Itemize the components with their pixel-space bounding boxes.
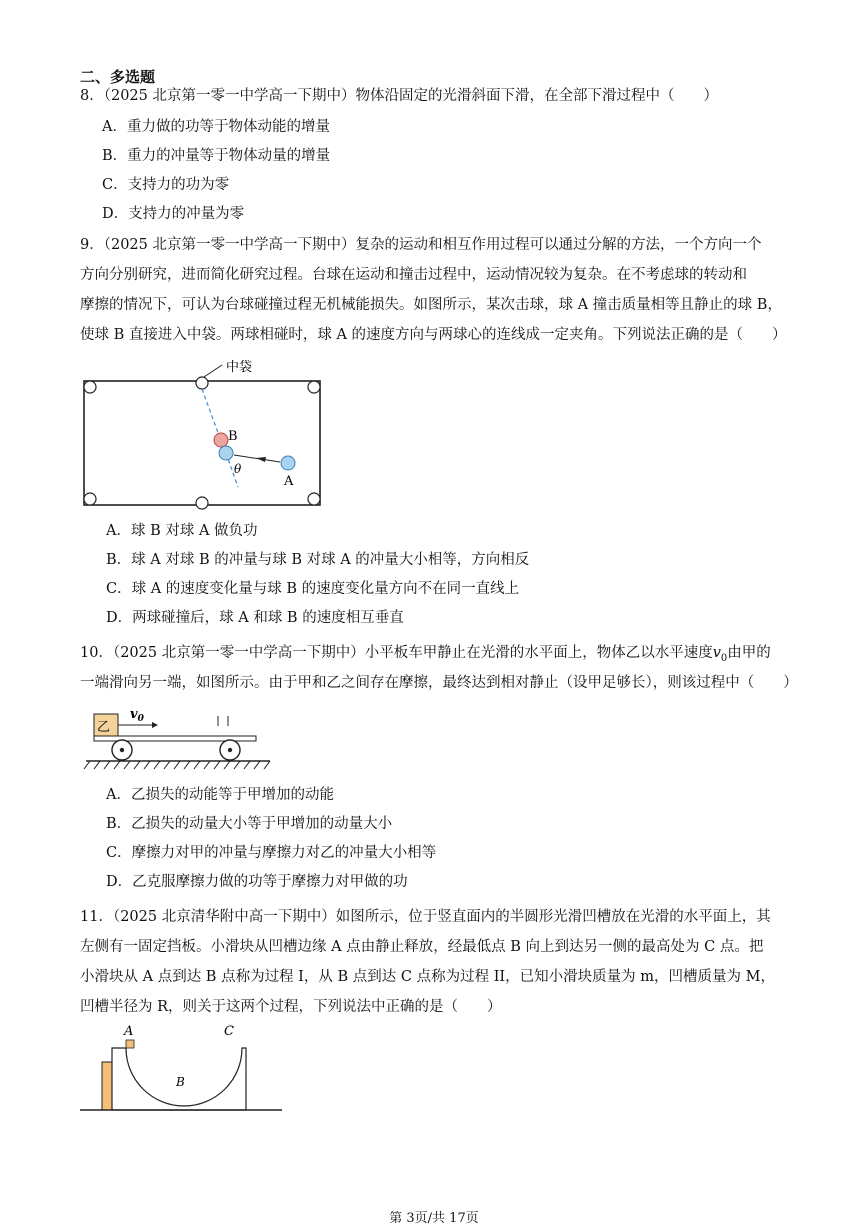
q10-line1-text: 10．（2025 北京第一零一中学高一下期中）小平板车甲静止在光滑的水平面上，物体乙以水平速度 (80, 645, 713, 661)
q10-option-d: D．乙克服摩擦力做的功等于摩擦力对甲做的功 (106, 874, 408, 890)
q9-option-b: B．球 A 对球 B 的冲量与球 B 对球 A 的冲量大小相等，方向相反 (106, 552, 530, 568)
question-11-line-3: 小滑块从 A 点到达 B 点称为过程 I，从 B 点到达 C 点称为过程 II，已知小滑块质量为 m，凹槽质量为 M， (80, 969, 775, 985)
q10-v0: v (712, 645, 721, 661)
q9-option-a: A．球 B 对球 A 做负功 (106, 523, 258, 539)
q9-option-c: C．球 A 的速度变化量与球 B 的速度变化量方向不在同一直线上 (106, 581, 520, 597)
ball-b-label: B (228, 429, 238, 444)
question-11-line-1: 11．（2025 北京清华附中高一下期中）如图所示，位于竖直面内的半圆形光滑凹槽放在光滑的水平面上，其 (80, 909, 771, 925)
page-footer: 第 3页/共 17页 (389, 1211, 479, 1226)
block-label: 乙 (97, 720, 111, 735)
point-a-label: A (124, 1024, 134, 1039)
billiard-table-figure (80, 355, 330, 515)
angle-theta-label: θ (234, 462, 242, 476)
q10-option-c: C．摩擦力对甲的冲量与摩擦力对乙的冲量大小相等 (106, 845, 437, 861)
question-8-stem: 8．（2025 北京第一零一中学高一下期中）物体沿固定的光滑斜面下滑，在全部下滑过程中（ ） (80, 88, 718, 104)
question-9-line-2: 方向分别研究，进而简化研究过程。台球在运动和撞击过程中，运动情况较为复杂。在不考虑球的转动和 (80, 267, 747, 283)
question-9-line-4: 使球 B 直接进入中袋。两球相碰时，球 A 的速度方向与两球心的连线成一定夹角。下列说法正确的是（ ） (80, 327, 787, 343)
velocity-label: $v_0$ (130, 707, 144, 724)
cart-block-figure (80, 702, 280, 776)
point-b-label: B (176, 1075, 185, 1089)
question-11-line-4: 凹槽半径为 R，则关于这两个过程，下列说法中正确的是（ ） (80, 999, 502, 1015)
question-9-line-1: 9．（2025 北京第一零一中学高一下期中）复杂的运动和相互作用过程可以通过分解的方法，一个方向一个 (80, 237, 762, 253)
question-9-line-3: 摩擦的情况下，可认为台球碰撞过程无机械能损失。如图所示，某次击球，球 A 撞击质量相等且静止的球 B， (80, 297, 782, 313)
q10-line1-tail: 由甲的 (727, 645, 771, 661)
q10-option-a: A．乙损失的动能等于甲增加的动能 (106, 787, 334, 803)
question-11-line-2: 左侧有一固定挡板。小滑块从凹槽边缘 A 点由静止释放，经最低点 B 向上到达另一侧的最高处为 C 点。把 (80, 939, 764, 955)
q8-option-d: D．支持力的冲量为零 (102, 206, 245, 222)
q8-option-c: C．支持力的功为零 (102, 177, 230, 193)
semicircle-groove-figure (78, 1020, 288, 1120)
ball-a-label: A (284, 474, 294, 489)
q9-option-d: D．两球碰撞后，球 A 和球 B 的速度相互垂直 (106, 610, 404, 626)
q10-option-b: B．乙损失的动量大小等于甲增加的动量大小 (106, 816, 393, 832)
q8-option-a: A．重力做的功等于物体动能的增量 (102, 119, 330, 135)
middle-pocket-label: 中袋 (226, 360, 253, 375)
q10-v0-sub: 0 (720, 652, 728, 664)
section-title: 二、多选题 (80, 68, 156, 86)
question-10-line-2: 一端滑向另一端，如图所示。由于甲和乙之间存在摩擦，最终达到相对静止（设甲足够长），则该过程中（ ） (80, 675, 798, 691)
point-c-label: C (224, 1024, 234, 1039)
q8-option-b: B．重力的冲量等于物体动量的增量 (102, 148, 331, 164)
